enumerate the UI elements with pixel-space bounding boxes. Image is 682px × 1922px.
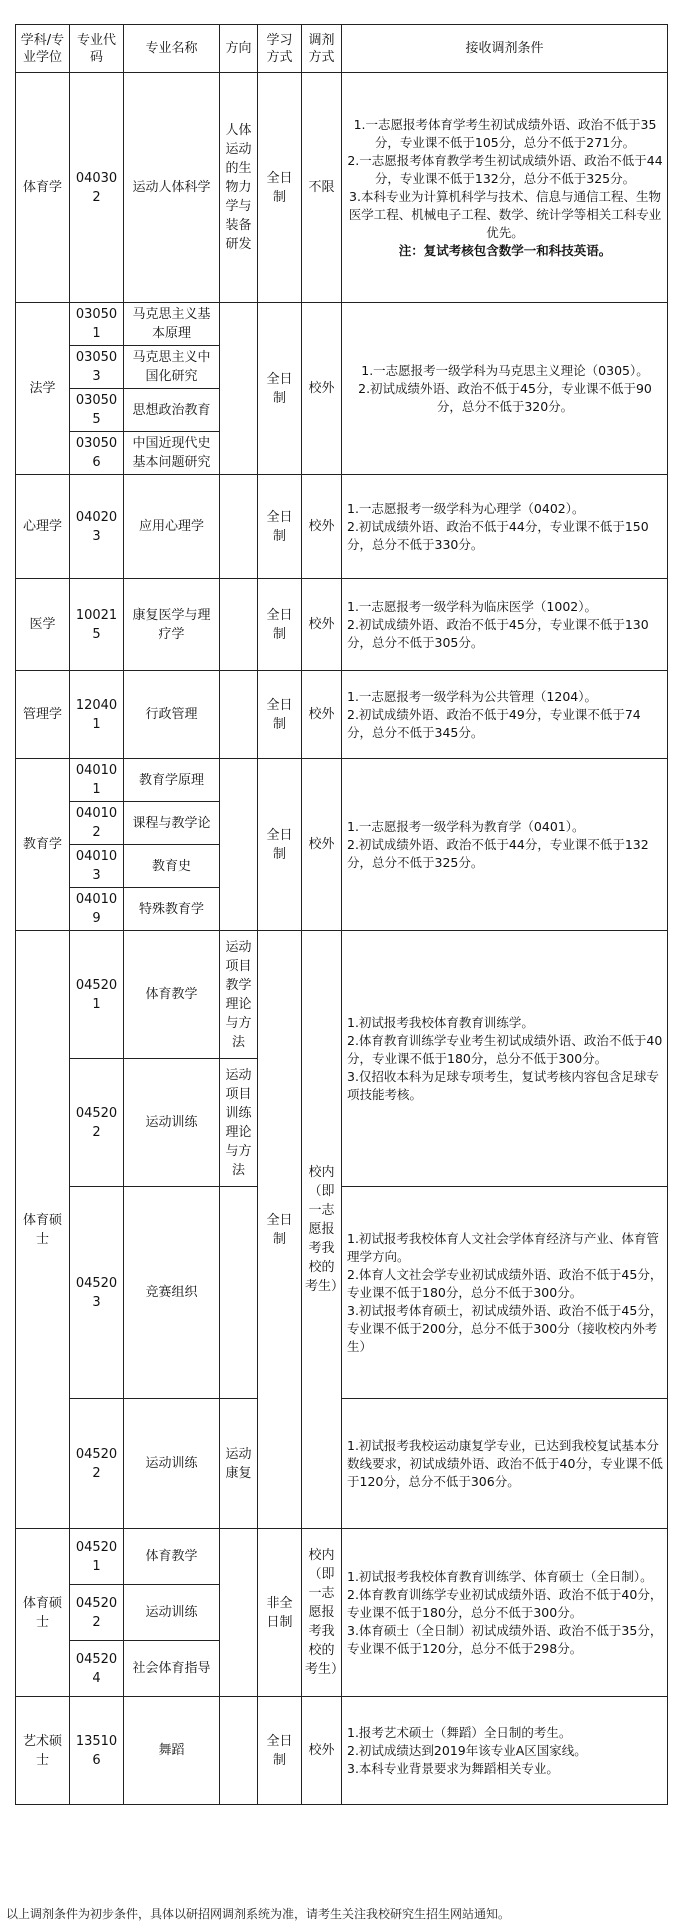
condition-line: 1.初试报考我校体育人文社会学体育经济与产业、体育管理学方向。 [347,1230,659,1264]
conditions-cell [342,475,668,579]
direction-cell: 运动项目训练理论与方法 [220,1059,258,1187]
code-cell: 040302 [70,73,124,303]
condition-line: 3.本科专业背景要求为舞蹈相关专业。 [347,1760,559,1776]
condition-line: 1.一志愿报考一级学科为教育学（0401）。 [347,818,585,834]
discipline-cell: 体育硕士 [16,1529,70,1697]
name-cell: 中国近现代史基本问题研究 [124,432,220,475]
table-row [16,73,668,303]
code-cell: 030501 [70,303,124,346]
adjust-mode-cell: 校外 [302,303,342,475]
adjust-mode-cell: 校外 [302,475,342,579]
discipline-cell: 体育硕士 [16,931,70,1529]
condition-line: 1.报考艺术硕士（舞蹈）全日制的考生。 [347,1724,572,1740]
discipline-cell: 管理学 [16,671,70,759]
code-cell: 040203 [70,475,124,579]
name-cell: 体育教学 [124,1529,220,1585]
table-row [16,579,668,671]
study-mode-cell: 全日制 [258,579,302,671]
condition-line: 3.初试报考体育硕士，初试成绩外语、政治不低于45分，专业课不低于200分，总分不低于300分（接收校内外考生） [347,1302,663,1354]
code-cell: 030503 [70,346,124,389]
discipline-cell: 教育学 [16,759,70,931]
condition-line: 1.一志愿报考一级学科为心理学（0402）。 [347,500,585,516]
discipline-cell: 体育学 [16,73,70,303]
condition-line: 2.初试成绩外语、政治不低于44分，专业课不低于150分，总分不低于330分。 [347,518,649,552]
condition-line: 2.体育教育训练学专业考生初试成绩外语、政治不低于40分，专业课不低于180分，总分不低于300分。 [347,1032,663,1066]
code-cell: 045202 [70,1399,124,1529]
code-cell: 045203 [70,1187,124,1399]
direction-cell [220,1697,258,1805]
table-row [16,303,668,346]
footnote: 以上调剂条件为初步条件，具体以研招网调剂系统为准，请考生关注我校研究生招生网站通知。 [6,1907,511,1921]
code-cell: 045202 [70,1585,124,1641]
direction-cell [220,475,258,579]
discipline-cell: 心理学 [16,475,70,579]
direction-cell [220,303,258,475]
study-mode-cell: 全日制 [258,1697,302,1805]
table-row [16,1529,668,1585]
code-cell: 045202 [70,1059,124,1187]
name-cell: 课程与教学论 [124,802,220,845]
condition-line: 3.仅招收本科为足球专项考生，复试考核内容包含足球专项技能考核。 [347,1068,659,1102]
name-cell: 运动训练 [124,1585,220,1641]
header-code: 专业代码 [70,25,124,73]
name-cell: 特殊教育学 [124,888,220,931]
condition-line: 3.本科专业为计算机科学与技术、信息与通信工程、生物医学工程、机械电子工程、数学、统计学等相关工科专业优先。 [348,188,662,240]
name-cell: 康复医学与理疗学 [124,579,220,671]
condition-line: 1.初试报考我校体育教育训练学、体育硕士（全日制）。 [347,1568,653,1584]
table-row [16,931,668,1059]
conditions-cell [342,303,668,475]
header-discipline: 学科/专业学位 [16,25,70,73]
adjust-mode-cell: 校内（即一志愿报考我校的考生） [302,1529,342,1697]
code-cell: 045204 [70,1641,124,1697]
code-cell: 040101 [70,759,124,802]
adjust-mode-cell: 校外 [302,579,342,671]
name-cell: 教育史 [124,845,220,888]
condition-line: 2.初试成绩外语、政治不低于44分，专业课不低于132分，总分不低于325分。 [347,836,649,870]
adjust-mode-cell: 校外 [302,1697,342,1805]
name-cell: 马克思主义基本原理 [124,303,220,346]
direction-cell: 运动项目教学理论与方法 [220,931,258,1059]
header-study-mode: 学习方式 [258,25,302,73]
study-mode-cell: 全日制 [258,73,302,303]
code-cell: 040109 [70,888,124,931]
direction-cell [220,671,258,759]
conditions-cell [342,1697,668,1805]
condition-line: 1.一志愿报考一级学科为临床医学（1002）。 [347,598,597,614]
condition-line: 1.初试报考我校运动康复学专业，已达到我校复试基本分数线要求，初试成绩外语、政治不低于40分，专业课不低于120分，总分不低于306分。 [347,1437,663,1489]
condition-line: 2.初试成绩达到2019年该专业A区国家线。 [347,1742,587,1758]
condition-line: 2.初试成绩外语、政治不低于49分，专业课不低于74分，总分不低于345分。 [347,706,641,740]
name-cell: 行政管理 [124,671,220,759]
name-cell: 教育学原理 [124,759,220,802]
name-cell: 马克思主义中国化研究 [124,346,220,389]
name-cell: 社会体育指导 [124,1641,220,1697]
adjust-mode-cell: 不限 [302,73,342,303]
table-row [16,475,668,579]
direction-cell [220,1187,258,1399]
conditions-cell [342,759,668,931]
code-cell: 030506 [70,432,124,475]
name-cell: 运动训练 [124,1399,220,1529]
condition-line: 1.一志愿报考一级学科为公共管理（1204）。 [347,688,597,704]
code-cell: 120401 [70,671,124,759]
condition-line: 2.体育人文社会学专业初试成绩外语、政治不低于45分，专业课不低于180分，总分不低于300分。 [347,1266,663,1300]
table-row [16,1697,668,1805]
condition-line: 2.初试成绩外语、政治不低于45分，专业课不低于130分，总分不低于305分。 [347,616,649,650]
condition-note: 注：复试考核包含数学一和科技英语。 [398,242,612,258]
table-row [16,759,668,802]
header-name: 专业名称 [124,25,220,73]
adjust-mode-cell: 校外 [302,759,342,931]
study-mode-cell: 全日制 [258,671,302,759]
code-cell: 045201 [70,1529,124,1585]
code-cell: 100215 [70,579,124,671]
study-mode-cell: 全日制 [258,303,302,475]
condition-line: 2.一志愿报考体育教学考生初试成绩外语、政治不低于44分，专业课不低于132分，总分不低于325分。 [347,152,663,186]
condition-line: 1.一志愿报考一级学科为马克思主义理论（0305）。 [361,362,649,378]
condition-line: 2.体育教育训练学专业初试成绩外语、政治不低于40分，专业课不低于180分，总分不低于300分。 [347,1586,663,1620]
conditions-cell [342,1399,668,1529]
discipline-cell: 法学 [16,303,70,475]
table-row [16,1399,668,1529]
condition-line: 3.体育硕士（全日制）初试成绩外语、政治不低于35分，专业课不低于120分，总分不低于298分。 [347,1622,663,1656]
study-mode-cell: 全日制 [258,475,302,579]
header-adjust-mode: 调剂方式 [302,25,342,73]
conditions-cell [342,1529,668,1697]
header-direction: 方向 [220,25,258,73]
discipline-cell: 艺术硕士 [16,1697,70,1805]
condition-line: 1.一志愿报考体育学考生初试成绩外语、政治不低于35分，专业课不低于105分，总分不低于271分。 [353,116,657,150]
code-cell: 135106 [70,1697,124,1805]
header-conditions: 接收调剂条件 [342,25,668,73]
conditions-cell [342,671,668,759]
direction-cell [220,579,258,671]
adjust-mode-cell: 校外 [302,671,342,759]
header-row [16,25,668,73]
adjustment-table [15,24,668,1805]
direction-cell [220,759,258,931]
direction-cell: 人体运动的生物力学与装备研发 [220,73,258,303]
condition-line: 1.初试报考我校体育教育训练学。 [347,1014,534,1030]
study-mode-cell: 全日制 [258,759,302,931]
name-cell: 体育教学 [124,931,220,1059]
study-mode-cell: 非全日制 [258,1529,302,1697]
adjust-mode-cell: 校内（即一志愿报考我校的考生） [302,931,342,1529]
code-cell: 045201 [70,931,124,1059]
conditions-cell [342,73,668,303]
name-cell: 竞赛组织 [124,1187,220,1399]
name-cell: 舞蹈 [124,1697,220,1805]
condition-line: 2.初试成绩外语、政治不低于45分，专业课不低于90分，总分不低于320分。 [358,380,652,414]
name-cell: 应用心理学 [124,475,220,579]
name-cell: 运动人体科学 [124,73,220,303]
name-cell: 运动训练 [124,1059,220,1187]
conditions-cell [342,931,668,1187]
table-row [16,671,668,759]
conditions-cell [342,579,668,671]
code-cell: 030505 [70,389,124,432]
conditions-cell [342,1187,668,1399]
discipline-cell: 医学 [16,579,70,671]
code-cell: 040102 [70,802,124,845]
direction-cell [220,1529,258,1697]
code-cell: 040103 [70,845,124,888]
admission-table-sheet [15,24,668,1805]
direction-cell: 运动康复 [220,1399,258,1529]
study-mode-cell: 全日制 [258,931,302,1529]
name-cell: 思想政治教育 [124,389,220,432]
